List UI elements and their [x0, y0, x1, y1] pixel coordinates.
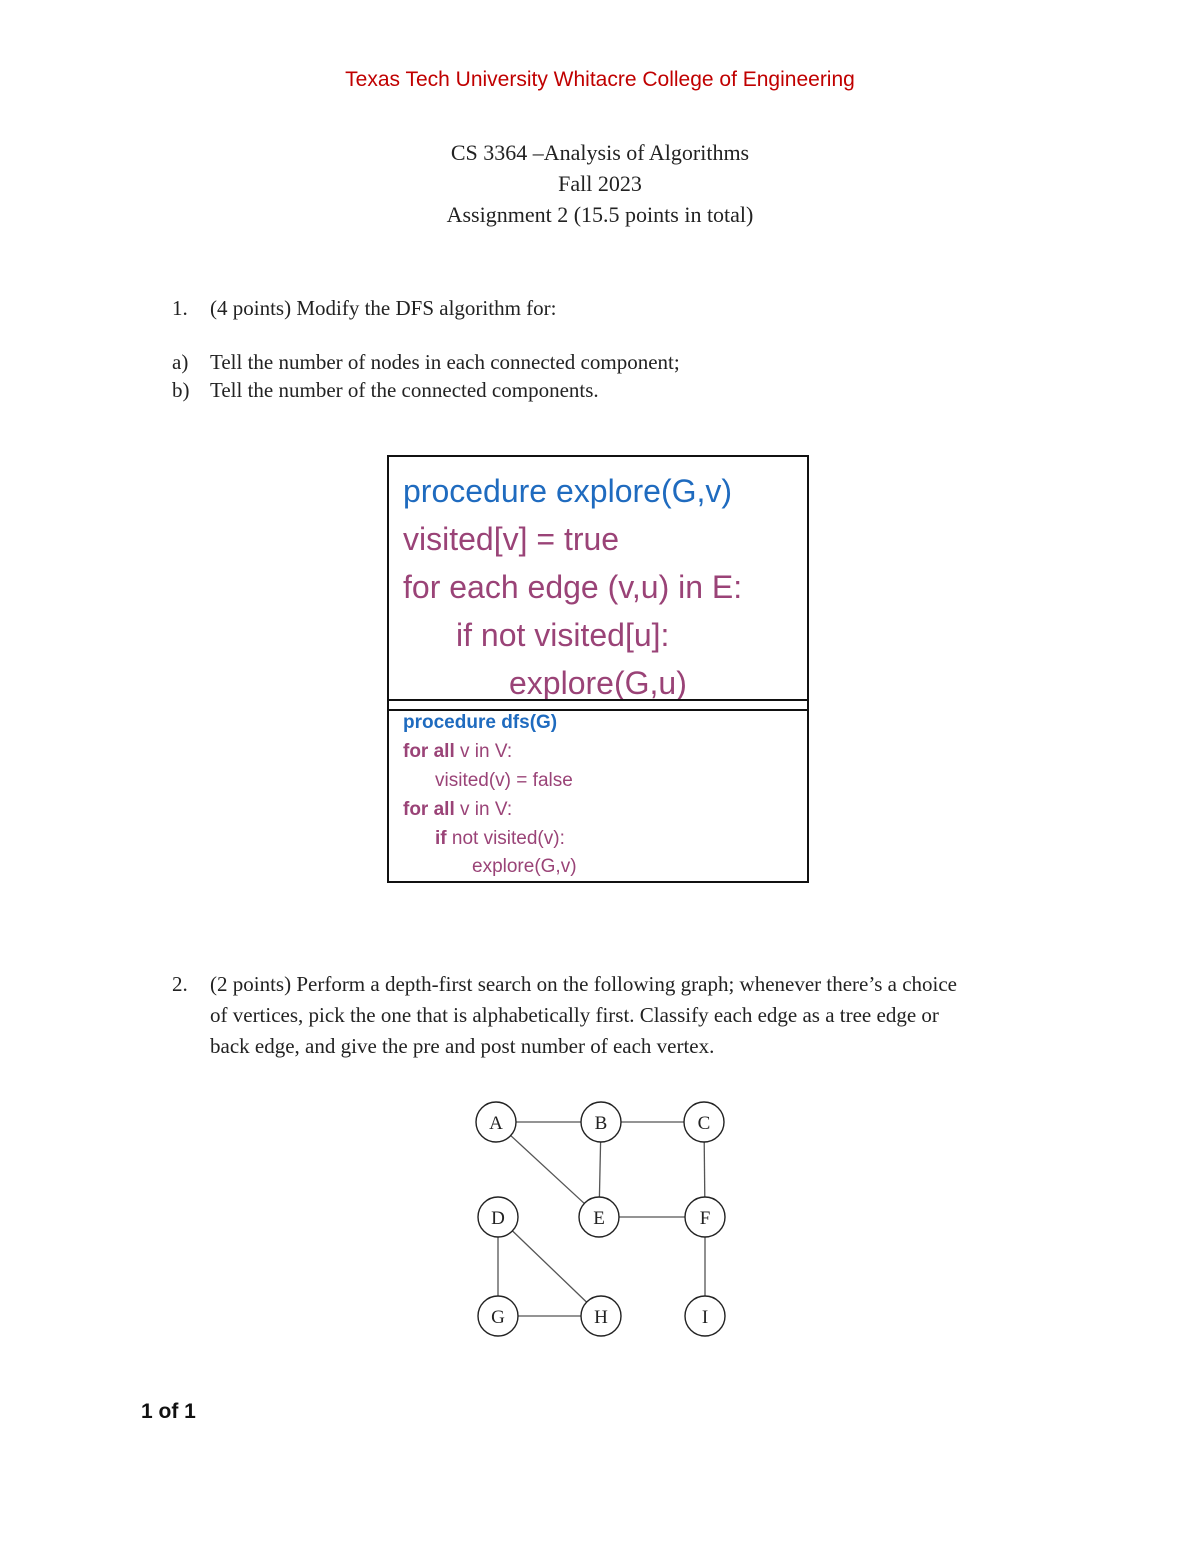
explore-line-5: explore(G,u)	[509, 665, 687, 701]
explore-line-2: visited[v] = true	[403, 521, 620, 557]
dfs-line-5-rest: not visited(v):	[446, 828, 565, 849]
node-H	[581, 1296, 621, 1336]
explore-line-3: for each edge (v,u) in E:	[403, 569, 743, 605]
dfs-line-2-keyword: for all	[403, 741, 455, 762]
question-1-text: (4 points) Modify the DFS algorithm for:	[210, 296, 557, 320]
question-2-text-2: of vertices, pick the one that is alphabetically first. Classify each edge as a tree edge or	[210, 1003, 939, 1027]
node-C	[684, 1102, 724, 1142]
dfs-line-4	[403, 800, 512, 819]
node-label-D: D	[491, 1208, 505, 1229]
dfs-line-5	[435, 829, 565, 848]
part-b-label: b)	[172, 378, 190, 402]
node-label-G: G	[491, 1307, 505, 1328]
node-A	[476, 1102, 516, 1142]
dfs-line-3: visited(v) = false	[435, 770, 573, 791]
assignment-title: Assignment 2 (15.5 points in total)	[446, 202, 754, 227]
node-E	[579, 1197, 619, 1237]
course-title: CS 3364 –Analysis of Algorithms	[450, 140, 750, 165]
node-label-F: F	[699, 1208, 711, 1229]
explore-line-4: if not visited[u]:	[456, 617, 670, 653]
term: Fall 2023	[558, 171, 642, 196]
edge-B-E	[599, 1142, 600, 1197]
dfs-line-2	[403, 742, 512, 761]
question-2-text-1: (2 points) Perform a depth-first search on the following graph; whenever there’s a choice	[210, 972, 957, 996]
edge-D-H	[512, 1231, 586, 1302]
code-divider-upper	[389, 699, 807, 701]
question-1-number: 1.	[172, 296, 188, 320]
page-number: 1 of 1	[141, 1400, 196, 1423]
node-label-I: I	[701, 1307, 709, 1328]
node-D	[478, 1197, 518, 1237]
dfs-line-2-rest: v in V:	[454, 741, 513, 762]
node-G	[478, 1296, 518, 1336]
explore-line-1: procedure explore(G,v)	[403, 473, 733, 509]
question-2-number: 2.	[172, 972, 188, 996]
graph-nodes	[476, 1102, 725, 1336]
dfs-line-5-keyword: if	[435, 828, 447, 849]
node-F	[685, 1197, 725, 1237]
institution-title: Texas Tech University Whitacre College of Engineering	[345, 68, 855, 91]
graph-figure	[460, 1090, 740, 1350]
dfs-line-4-keyword: for all	[403, 799, 455, 820]
dfs-line-1: procedure dfs(G)	[403, 712, 558, 733]
node-B	[581, 1102, 621, 1142]
part-b-text: Tell the number of the connected components.	[210, 378, 599, 402]
edge-A-E	[511, 1136, 585, 1204]
part-a-label: a)	[172, 350, 189, 374]
part-a-text: Tell the number of nodes in each connected component;	[210, 350, 680, 374]
node-label-C: C	[697, 1113, 711, 1134]
node-label-H: H	[594, 1307, 608, 1328]
question-2-text-3: back edge, and give the pre and post number of each vertex.	[210, 1034, 715, 1058]
pseudocode-box	[387, 455, 809, 883]
dfs-line-6: explore(G,v)	[472, 856, 577, 877]
node-label-E: E	[593, 1208, 605, 1229]
node-label-A: A	[489, 1113, 503, 1134]
edge-C-F	[704, 1142, 705, 1197]
node-I	[685, 1296, 725, 1336]
code-divider-lower	[389, 709, 807, 711]
node-label-B: B	[594, 1113, 608, 1134]
dfs-line-4-rest: v in V:	[454, 799, 513, 820]
